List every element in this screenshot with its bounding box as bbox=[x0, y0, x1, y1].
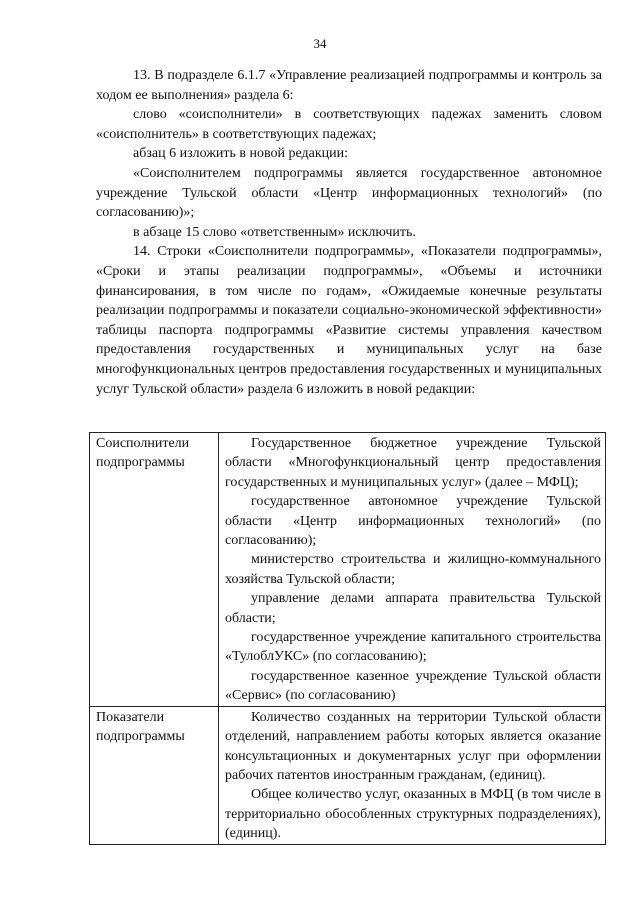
passport-table bbox=[89, 432, 606, 845]
list-item: Государственное бюджетное учреждение Тульской области «Многофункциональный центр предоставления государственных и муниципальных услуг» (далее – МФЦ); bbox=[225, 436, 601, 490]
paragraph-abzac-6: абзац 6 изложить в новой редакции: bbox=[133, 146, 349, 162]
page-number: 34 bbox=[313, 36, 327, 51]
table-row bbox=[90, 706, 606, 844]
list-item: государственное автономное учреждение Тульской области «Центр информационных технологий» (по согласованию); bbox=[225, 494, 601, 549]
paragraph-replace-word: слово «соисполнители» в соответствующих падежах заменить словом «соисполнитель» в соответствующих падежах; bbox=[96, 107, 602, 142]
list-item: управление делами аппарата правительства Тульской области; bbox=[225, 591, 601, 626]
paragraph-13-intro: 13. В подразделе 6.1.7 «Управление реализацией подпрограммы и контроль за ходом ее выполнения» раздела 6: bbox=[96, 68, 602, 103]
list-item: министерство строительства и жилищно-коммунального хозяйства Тульской области; bbox=[225, 552, 601, 587]
body-text bbox=[96, 66, 602, 399]
paragraph-new-edition: «Соисполнителем подпрограммы является государственное автономное учреждение Тульской области «Центр информационных технологий» (по согласованию)»; bbox=[96, 165, 602, 221]
list-item: государственное учреждение капитального строительства «ТулоблУКС» (по согласованию); bbox=[225, 630, 601, 665]
list-item: государственное казенное учреждение Тульской области «Сервис» (по согласованию) bbox=[225, 668, 601, 704]
row-value-cell bbox=[219, 706, 606, 844]
list-item: Количество созданных на территории Тульской области отделений, направлением работы которых является оказание консультационных и документарных услуг при оформлении рабочих патентов иностранным гражданам, (единиц). bbox=[225, 709, 601, 783]
row-value-cell bbox=[219, 433, 606, 707]
table-row bbox=[90, 433, 606, 707]
row-label-cell: Показатели подпрограммы bbox=[90, 706, 219, 844]
row-label-cell: Соисполнители подпрограммы bbox=[90, 433, 219, 707]
paragraph-abzac-15: в абзаце 15 слово «ответственным» исключить. bbox=[133, 224, 416, 240]
paragraph-14-intro: 14. Строки «Соисполнители подпрограммы», «Показатели подпрограммы», «Сроки и этапы реализации подпрограммы», «Объемы и источники финансирования, в том числе по годам», «Ожидаемые конечные результаты реализации подпрограммы и показатели социально-экономической эффективности» таблицы паспорта подпрограммы «Развитие системы управления качеством предоставления государственных и муниципальных услуг на базе многофункциональных центров предоставления государственных и муниципальных услуг Тульской области» раздела 6 изложить в новой редакции: bbox=[96, 244, 602, 397]
list-item: Общее количество услуг, оказанных в МФЦ (в том числе в территориально обособленных структурных подразделениях), (единиц). bbox=[225, 787, 601, 842]
